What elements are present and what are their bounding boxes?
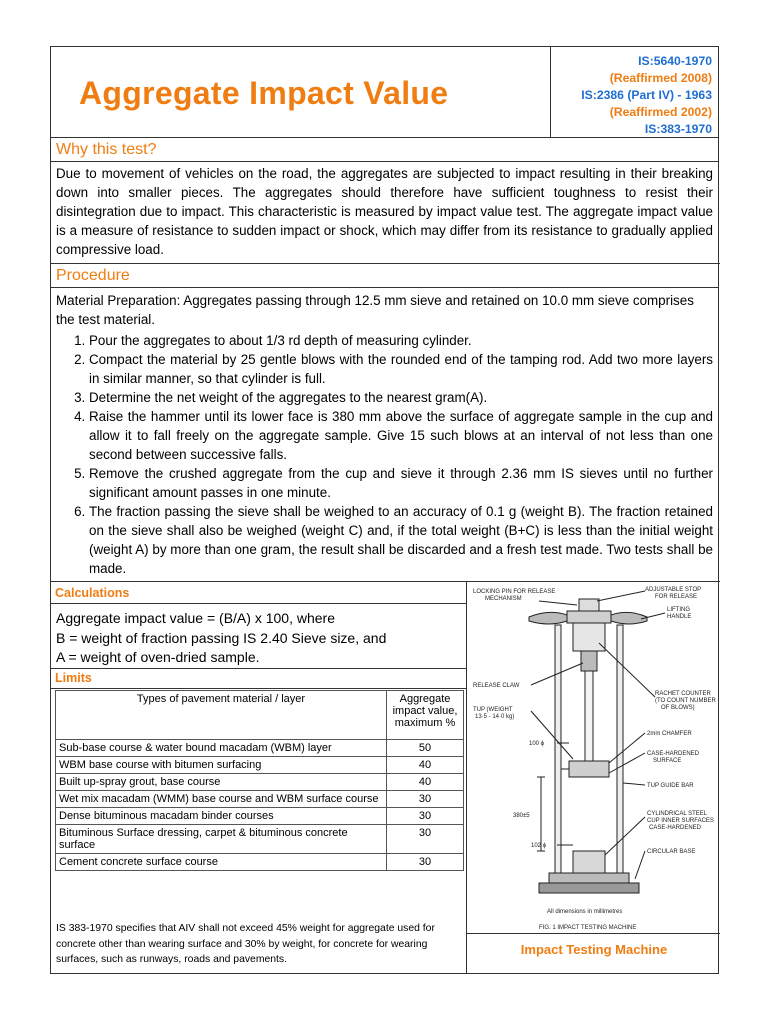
fig-label-tup-guide: TUP GUIDE BAR [647,783,694,789]
value-cell: 30 [387,825,464,854]
fig-label-for-release: FOR RELEASE [655,594,698,600]
value-cell: 30 [387,854,464,871]
fig-label-adjustable-stop: ADJUSTABLE STOP [645,587,702,593]
fig-label-surface: SURFACE [653,758,682,764]
divider [51,668,466,669]
material-cell: Cement concrete surface course [56,854,387,871]
standard-reaffirmed-2002: (Reaffirmed 2002) [609,105,712,119]
material-preparation [56,291,713,329]
fig-label-locking-pin: LOCKING PIN FOR RELEASE [473,589,556,595]
page-title: Aggregate Impact Value [79,75,449,111]
standards-box [550,47,718,137]
table-row [56,808,464,825]
material-cell: Built up-spray grout, base course [56,774,387,791]
material-cell: Sub-base course & water bound macadam (WBM) layer [56,740,387,757]
material-cell: WBM base course with bitumen surfacing [56,757,387,774]
fig-label-tup-weight: TUP (WEIGHT [473,707,513,713]
fig-label-dim-380: 380±5 [513,813,530,819]
table-row [56,740,464,757]
title-row [51,47,718,138]
table-row [56,757,464,774]
table-row [56,791,464,808]
divider [51,603,466,604]
table-row [56,774,464,791]
value-cell: 40 [387,774,464,791]
table-row [56,825,464,854]
procedure-heading-row [51,264,718,288]
fig-label-chamfer: 2mm CHAMFER [647,731,692,737]
figure-caption: Impact Testing Machine [520,942,668,957]
table-header-row [56,691,464,740]
fig-label-handle: HANDLE [667,614,692,620]
column-header-value: Aggregate impact value, maximum % [387,691,464,740]
fig-label-to-count: (TO COUNT NUMBER [655,698,716,704]
step-2: 2. Compact the material by 25 gentle blows with the rounded end of the tamping rod. Add two more layers in similar manner, so that cylinder is full. [89,350,713,388]
calculations-heading: Calculations [55,586,130,600]
limits-heading: Limits [55,671,92,685]
material-cell: Dense bituminous macadam binder courses [56,808,387,825]
fig-label-fig-title: FIG. 1 IMPACT TESTING MACHINE [539,925,637,931]
fig-label-of-blows: OF BLOWS) [661,705,695,711]
step-1: 1. Pour the aggregates to about 1/3 rd depth of measuring cylinder. [89,331,713,350]
fig-label-circular-base: CIRCULAR BASE [647,849,696,855]
fig-label-rachet: RACHET COUNTER [655,691,711,697]
material-cell: Bituminous Surface dressing, carpet & bituminous concrete surface [56,825,387,854]
procedure-heading: Procedure [56,267,130,284]
standard-is5640: IS:5640-1970 [638,54,712,68]
value-cell: 50 [387,740,464,757]
fig-label-mechanism: MECHANISM [485,596,522,602]
why-heading-row [51,138,718,162]
table-row [56,854,464,871]
fig-label-release-claw: RELEASE CLAW [473,683,520,689]
fig-label-dim-100: 100 ϕ [529,741,545,747]
calculations-body [56,609,386,668]
fig-label-cyl-steel: CYLINDRICAL STEEL [647,811,708,817]
why-text: Due to movement of vehicles on the road, the aggregates are subjected to impact resulting in their breaking down into smaller pieces. The aggregates should therefore have sufficient toughness to resist their disintegration due to impact. This characteristic is measured by impact value test. The aggregate impact value is a measure of resistance to sudden impact or shock, which may differ from its resistance to gradually applied compressive load. [56,166,713,257]
is383-note: IS 383-1970 specifies that AIV shall not exceed 45% weight for aggregate used for concrete other than wearing surface and 30% by weight, for concrete for wearing surfaces, such as runways, roads and pavements. [56,923,435,965]
standard-reaffirmed-2008: (Reaffirmed 2008) [609,71,712,85]
material-text: Aggregates passing through 12.5 mm sieve and retained on 10.0 mm sieve comprises the test material. [56,293,694,327]
procedure-body [56,291,713,578]
limits-table [55,690,464,871]
column-divider [466,582,467,974]
column-header-material: Types of pavement material / layer [56,691,387,740]
impact-machine-figure [469,583,719,933]
divider [51,688,466,689]
divider [51,581,720,582]
material-label: Material Preparation: [56,293,181,308]
calc-line-2: B = weight of fraction passing IS 2.40 Sieve size, and [56,629,387,646]
step-3: 3. Determine the net weight of the aggregates to the nearest gram(A). [89,388,713,407]
calc-line-1: Aggregate impact value = (B/A) x 100, where [56,610,335,626]
step-5: 5. Remove the crushed aggregate from the cup and sieve it through 2.36 mm IS sieves until no further significant amount passes in one minute. [89,464,713,502]
procedure-steps [56,331,713,578]
material-cell: Wet mix macadam (WMM) base course and WBM surface course [56,791,387,808]
fig-label-lifting: LIFTING [667,607,691,613]
fig-label-all-dims: All dimensions in millimetres [547,909,623,915]
value-cell: 30 [387,808,464,825]
fig-label-dim-102: 102 ϕ [531,843,547,849]
step-4: 4. Raise the hammer until its lower face is 380 mm above the surface of aggregate sample in the cup and allow it to fall freely on the aggregate sample. Give 15 such blows at an interval of not less than one second between successive falls. [89,407,713,464]
fig-label-tup-weight2: 13·5 - 14·0 kg) [475,714,515,720]
datasheet [50,46,719,974]
fig-label-cup-inner: CUP INNER SURFACES [647,818,714,824]
divider [467,933,720,934]
value-cell: 40 [387,757,464,774]
calc-line-3: A = weight of oven-dried sample. [56,649,260,665]
step-6: 6. The fraction passing the sieve shall be weighed to an accuracy of 0.1 g (weight B). The fraction retained on the sieve shall also be weighed (weight C) and, if the total weight (B+C) is less than the initial weight (weight A) by more than one gram, the result shall be discarded and a fresh test made. Two tests shall be made. [89,502,713,578]
why-heading: Why this test? [56,141,157,158]
standard-is2386: IS:2386 (Part IV) - 1963 [581,88,712,102]
value-cell: 30 [387,791,464,808]
fig-label-case-hard2: CASE-HARDENED [649,825,702,831]
fig-label-case-hardened: CASE-HARDENED [647,751,700,757]
standard-is383: IS:383-1970 [644,122,712,136]
